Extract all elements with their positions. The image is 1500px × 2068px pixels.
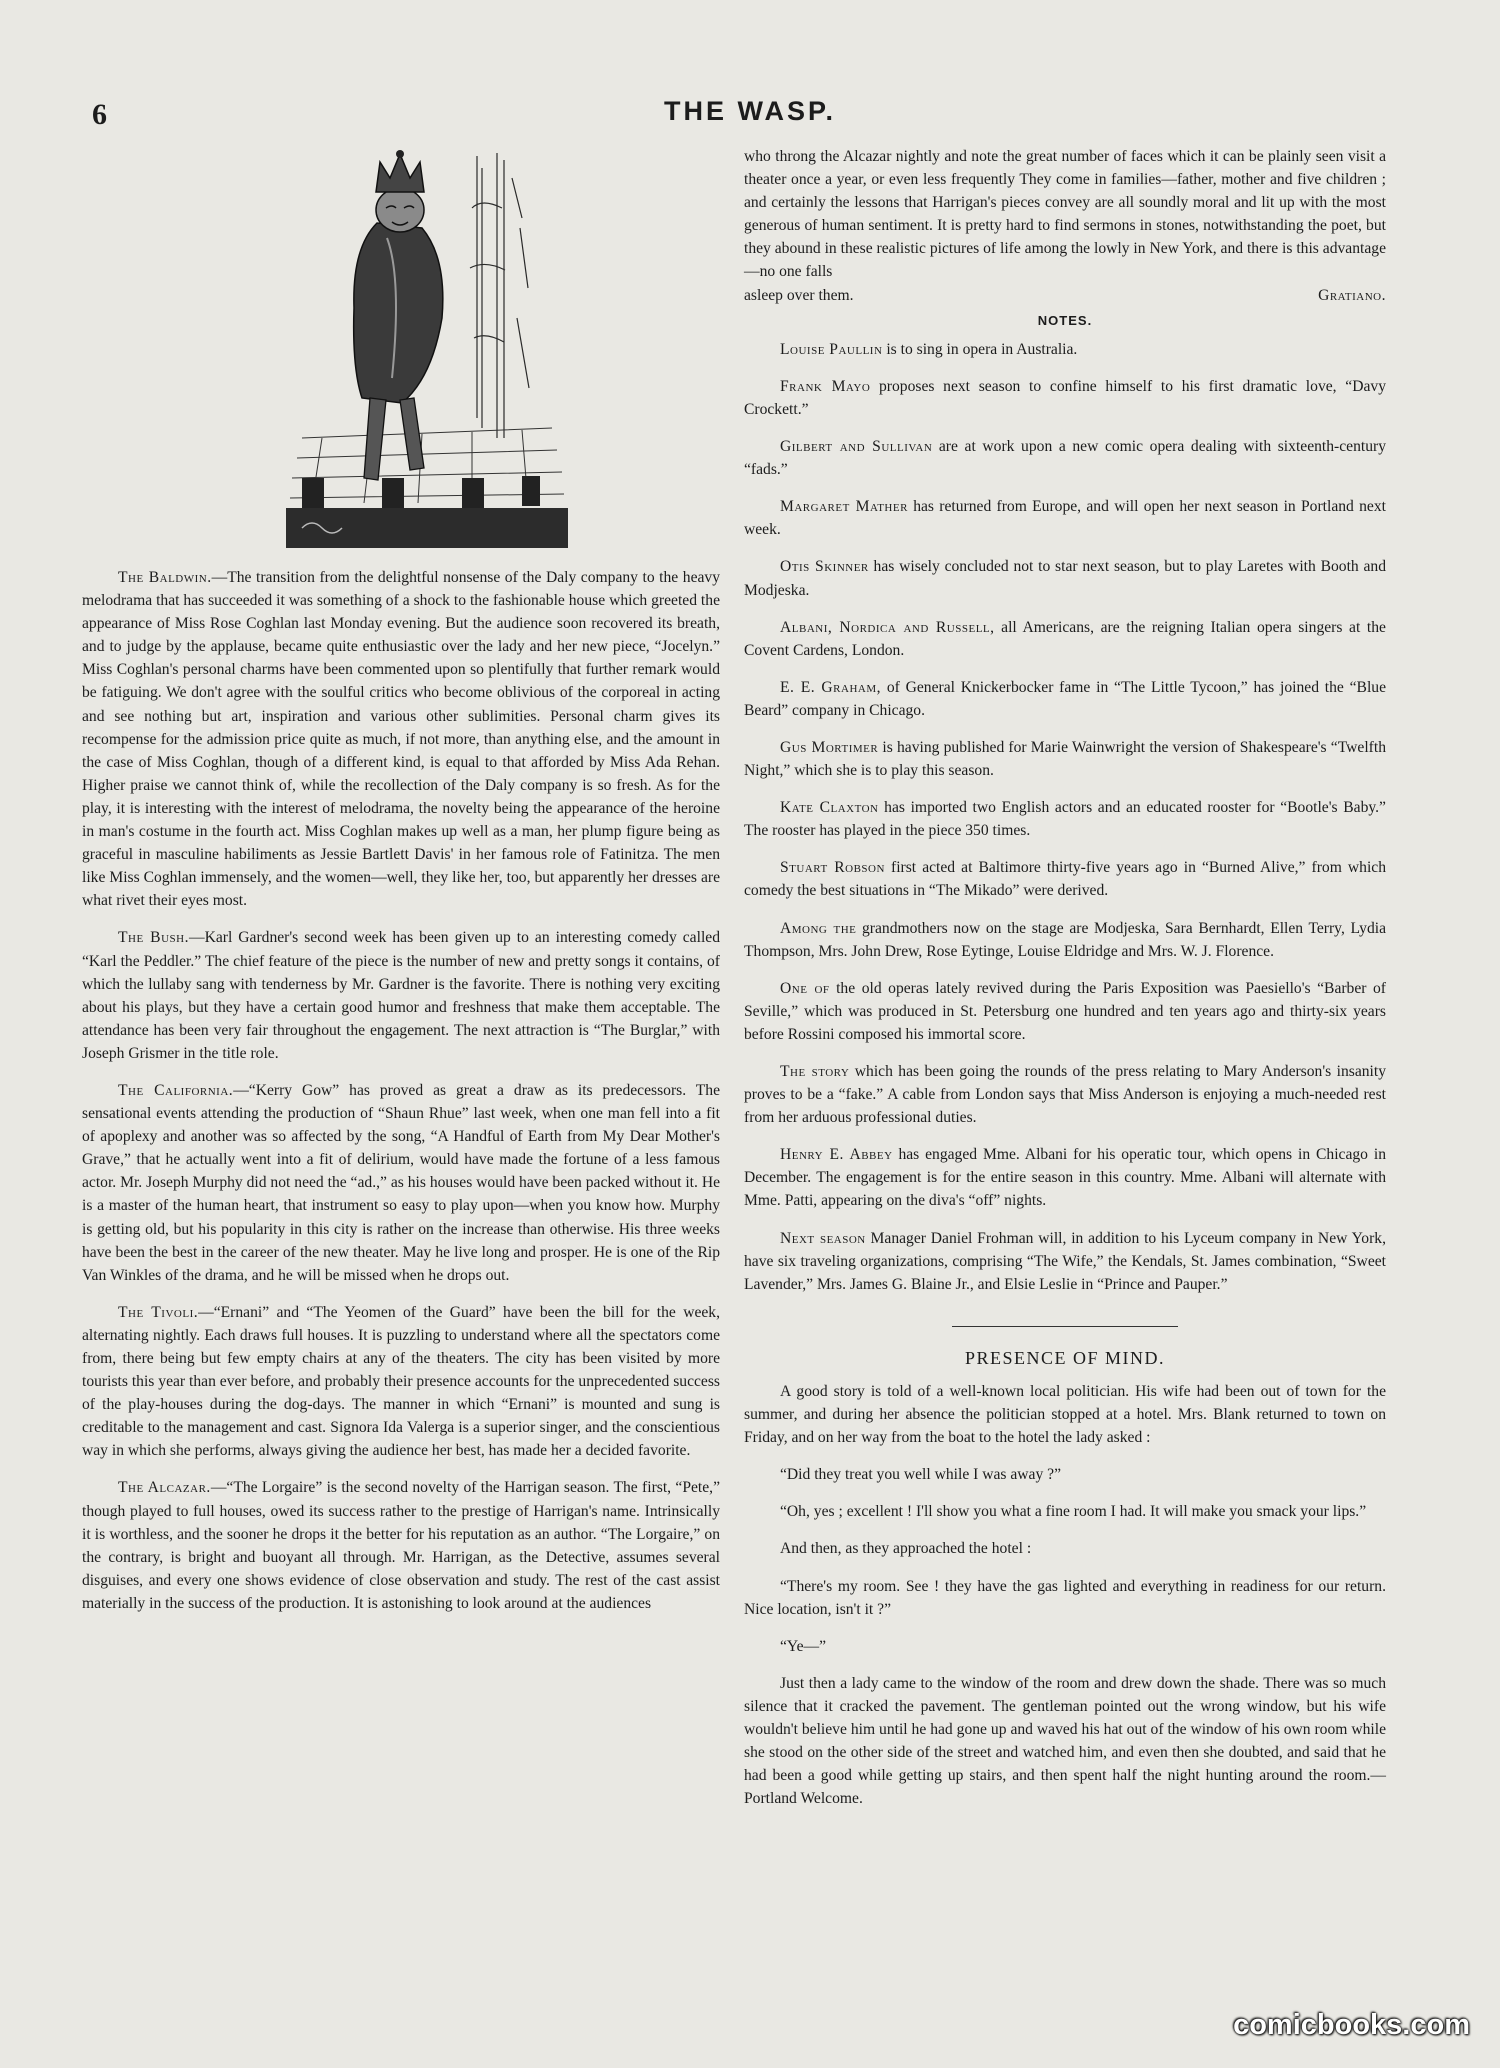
note-lead: One of xyxy=(780,979,830,997)
note-item xyxy=(744,495,1386,541)
review-text: —“Ernani” and “The Yeomen of the Guard” have been the bill for the week, alternating nightly. Each draws full houses. It is puzzling to understand where all the spectators come from, there being but few empty chairs at any of the theaters. The city has been visited by more tourists this year than ever before, and probably their presence accounts for the unprecedented success of the play-houses during the dog-days. The manner in which “Ernani” is mounted and sung is creditable to the management and cast. Signora Ida Valerga is a superior singer, and the conscientious way in which she performs, always giving the audience her best, has made her a decided favorite. xyxy=(82,1303,720,1460)
review-lead: The California. xyxy=(118,1081,234,1099)
review-text: —“Kerry Gow” has proved as great a draw as its predecessors. The sensational events attending the production of “Shaun Rhue” last week, when one man fell into a fit of apoplexy and another was so affected by the song, “A Handful of Earth from My Dear Mother's Grave,” that he actually went into a fit of delirium, would have made the fortune of a less famous actor. Mr. Joseph Murphy did not need the “ad.,” as his houses would have been packed without it. He is a master of the human heart, that instrument so easy to play upon—when you know how. Murphy is getting old, but his popularity in this city is rather on the increase than otherwise. His three weeks have been the best in the career of the new theater. May he live long and prosper. He is one of the Rip Van Winkles of the drama, and he will be missed when he drops out. xyxy=(82,1081,720,1284)
story-paragraph: “Did they treat you well while I was away ?” xyxy=(780,1466,1062,1484)
review-lead: The Alcazar. xyxy=(118,1479,211,1497)
note-lead: Kate Claxton xyxy=(780,799,879,817)
right-column xyxy=(744,145,1386,1824)
note-lead: Gilbert and Sullivan xyxy=(780,438,933,456)
story-paragraph: And then, as they approached the hotel : xyxy=(780,1540,1032,1558)
masthead-title: THE WASP. xyxy=(663,96,837,126)
note-lead: Next season xyxy=(780,1229,866,1247)
note-item xyxy=(744,616,1386,662)
note-lead: E. E. Graham, xyxy=(780,678,882,696)
note-item xyxy=(744,736,1386,782)
review-baldwin xyxy=(82,566,720,912)
story-heading: PRESENCE OF MIND. xyxy=(964,1347,1166,1368)
note-text: of General Knickerbocker fame in “The Little Tycoon,” has joined the “Blue Beard” company in Chicago. xyxy=(744,678,1386,719)
note-text: first acted at Baltimore thirty-five years ago in “Burned Alive,” from which comedy the best situations in “The Mikado” were derived. xyxy=(744,859,1386,900)
note-lead: Louise Paullin xyxy=(780,340,883,358)
note-lead: Henry E. Abbey xyxy=(780,1146,893,1164)
left-column xyxy=(82,566,720,1629)
note-text: is to sing in opera in Australia. xyxy=(882,340,1078,358)
note-text: has imported two English actors and an educated rooster for “Bootle's Baby.” The rooster has played in the piece 350 times. xyxy=(744,799,1386,840)
note-lead: Margaret Mather xyxy=(780,498,908,516)
note-lead: Stuart Robson xyxy=(780,859,885,877)
crowned-actor-illustration xyxy=(282,148,572,552)
note-text: which has been going the rounds of the press relating to Mary Anderson's insanity proves to be a “fake.” A cable from London says that Miss Anderson is enjoying a much-needed rest from her arduous professional duties. xyxy=(744,1063,1387,1127)
story-paragraph: “Ye—” xyxy=(780,1637,827,1655)
review-california xyxy=(82,1079,720,1287)
note-text: has wisely concluded not to star next season, but to play Laretes with Booth and Modjeska. xyxy=(744,558,1386,599)
note-item xyxy=(744,375,1386,421)
alcazar-continued: who throng the Alcazar nightly and note the great number of faces which it can be plainly seen visit a theater once a year, or even less frequently They come in families—father, mother and five children ; and certainly the lessons that Harrigan's pieces convey are all soundly moral and lit up with the most generous of human sentiment. It is pretty hard to find sermons in stones, notwithstanding the poet, but they abound in these realistic pictures of life among the lowly in New York, and there is this advantage—no one falls xyxy=(744,148,1386,281)
review-lead: The Baldwin. xyxy=(118,569,212,586)
note-text: are at work upon a new comic opera dealing with sixteenth-century “fads.” xyxy=(744,438,1386,479)
review-bush xyxy=(82,926,720,1065)
note-lead: Frank Mayo xyxy=(780,377,871,395)
alcazar-last-line: asleep over them. xyxy=(744,286,854,304)
review-lead: The Tivoli. xyxy=(118,1303,199,1321)
note-item xyxy=(744,555,1386,601)
note-lead: Otis Skinner xyxy=(780,558,869,576)
illustration xyxy=(282,148,572,552)
note-item xyxy=(744,435,1386,481)
note-item xyxy=(744,796,1386,842)
review-text: —“The Lorgaire” is the second novelty of the Harrigan season. The first, “Pete,” though played to full houses, owed its success rather to the prestige of Harrigan's name. Intrinsically it is worthless, and the sooner he drops it the better for his reputation as an author. “The Lorgaire,” on the contrary, is bright and buoyant all through. Mr. Harrigan, as the Detective, assumes several disguises, and every one shows evidence of close observation and study. The rest of the cast assist materially in the success of the production. It is astonishing to look around at the audiences xyxy=(82,1479,720,1612)
note-item xyxy=(744,1143,1386,1212)
author-signature: Gratiano. xyxy=(1318,286,1386,304)
note-text: is having published for Marie Wainwright the version of Shakespeare's “Twelfth Night,” which she is to play this season. xyxy=(744,738,1386,780)
note-text: proposes next season to confine himself to his first dramatic love, “Davy Crockett.” xyxy=(744,377,1386,418)
note-text: has engaged Mme. Albani for his operatic tour, which opens in Chicago in December. The engagement is for the entire season in this country. Mme. Albani will alternate with Mme. Patti, appearing on the diva's “off” nights. xyxy=(744,1146,1386,1210)
note-lead: Albani, Nordica and Russell, xyxy=(780,618,995,636)
review-text: —The transition from the delightful nonsense of the Daly company to the heavy melodrama that has succeeded it was something of a shock to the fashionable house which greeted the appearance of Miss Rose Coghlan last Monday evening. But the audience soon recovered its breath, and to judge by the applause, became quite enthusiastic over the lady and her new piece, “Jocelyn.” Miss Coghlan's personal charms have been commented upon so plentifully that further remark would be fatiguing. We don't agree with the soulful critics who become oblivious of the corporeal in acting and see nothing but art, inspiration and various other sublimities. Personal charm gives its recompense for the admission price quite as much, if not more, than anything else, and the amount in the case of Miss Coghlan, though of a different kind, is equal to that afforded by Miss Ada Rehan. Higher praise we cannot think of, while the recollection of the Daly company is so fresh. As for the play, it is interesting with the interest of melodrama, the novelty being the appearance of the heroine in man's costume in the fourth act. Miss Coghlan makes up well as a man, her plump figure being as graceful in masculine habiliments as Jessie Bartlett Davis' in her famous role of Fatinitza. The men like Miss Coghlan immensely, and the women—well, they like her, too, but apparently her dresses are what rivet their eyes most. xyxy=(82,569,721,910)
page-number: 6 xyxy=(92,98,107,131)
note-lead: Gus Mortimer xyxy=(780,738,879,756)
story-paragraph: “There's my room. See ! they have the gas lighted and everything in readiness for our return. Nice location, isn't it ?” xyxy=(744,1577,1386,1618)
note-item xyxy=(744,338,1386,361)
note-text: all Americans, are the reigning Italian opera singers at the Covent Cardens, London. xyxy=(744,618,1386,659)
note-item xyxy=(744,1227,1386,1296)
review-text: —Karl Gardner's second week has been given up to an interesting comedy called “Karl the Peddler.” The chief feature of the piece is the number of new and pretty songs it contains, of which the lullaby sang with tenderness by Mr. Gardner is the favorite. There is nothing very exciting about his plays, but they have a certain good humor and freshness that make them acceptable. The attendance has been very fair throughout the engagement. The next attraction is “The Burglar,” with Joseph Grismer in the title role. xyxy=(82,929,720,1062)
note-item xyxy=(744,1060,1386,1129)
note-item xyxy=(744,917,1386,963)
note-text: the old operas lately revived during the Paris Exposition was Paesiello's “Barber of Seville,” which was produced in St. Petersburg one hundred and ten years ago and thirty-six years before Rossini composed his immortal score. xyxy=(744,979,1387,1043)
note-text: Manager Daniel Frohman will, in addition to his Lyceum company in New York, have six traveling organizations, comprising “The Wife,” the Kendals, St. James combination, “Sweet Lavender,” Mrs. James G. Blaine Jr., and Elsie Leslie in “Prince and Pauper.” xyxy=(744,1229,1386,1293)
review-alcazar xyxy=(82,1476,720,1615)
notes-heading: NOTES. xyxy=(1037,312,1093,328)
signature-line xyxy=(744,284,1386,307)
note-text: has returned from Europe, and will open her next season in Portland next week. xyxy=(744,498,1386,539)
story-paragraph: “Oh, yes ; excellent ! I'll show you what a fine room I had. It will make you smack your lips.” xyxy=(780,1503,1367,1521)
note-item xyxy=(744,676,1386,722)
watermark: comicbooks.com xyxy=(1233,2009,1470,2041)
note-lead: Among the xyxy=(780,919,857,937)
note-item xyxy=(744,856,1386,902)
note-item xyxy=(744,977,1386,1046)
note-text: grandmothers now on the stage are Modjeska, Sara Bernhardt, Ellen Terry, Lydia Thompson, Mrs. John Drew, Rose Eytinge, Louise Eldridge and Mrs. W. J. Florence. xyxy=(744,919,1386,960)
section-divider xyxy=(952,1326,1178,1327)
review-lead: The Bush. xyxy=(118,929,189,947)
review-tivoli xyxy=(82,1301,720,1463)
story-paragraph: A good story is told of a well-known local politician. His wife had been out of town for the summer, and during her absence the politician stopped at a hotel. Mrs. Blank returned to town on Friday, and on her way from the boat to the hotel the lady asked : xyxy=(744,1382,1386,1447)
note-lead: The story xyxy=(780,1063,850,1080)
story-paragraph: Just then a lady came to the window of the room and drew down the shade. There was so much silence that it cracked the pavement. The gentleman pointed out the wrong window, but his wife wouldn't believe him until he had gone up and waved his hat out of the window of his own room while she stood on the other side of the street and watched him, and even then she doubted, and said that he had been a good while getting up stairs, and then spent half the night hunting around the room.—Portland Welcome. xyxy=(744,1674,1386,1808)
